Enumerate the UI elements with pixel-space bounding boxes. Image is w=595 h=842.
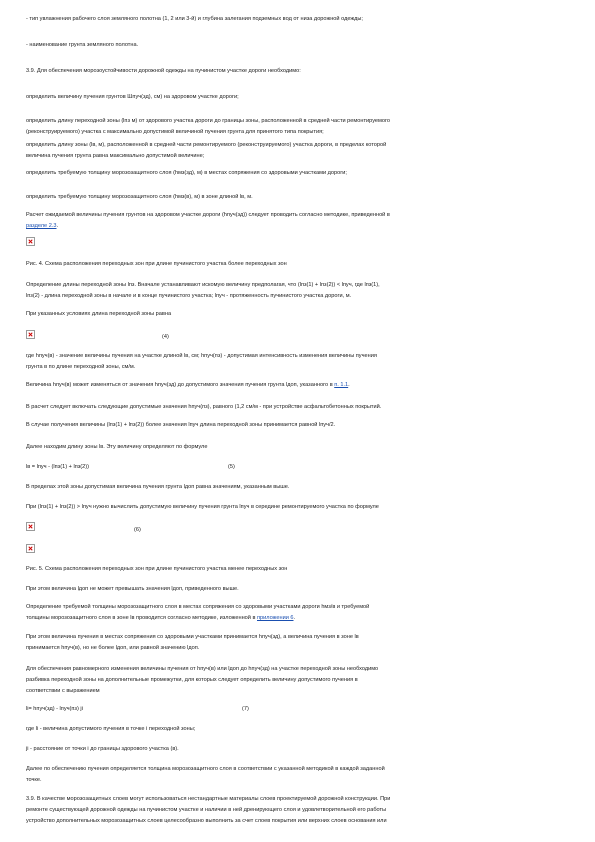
- text-line: При (lпз(1) + lпз(2)) > lпуч нужно вычислить допустимую величину пучения грунта lпуч в середине ремонтируемого участка по формуле: [26, 504, 379, 510]
- text-line-part: толщины морозозащитного слоя в зоне lв проводится согласно методике, изложенной в: [26, 615, 256, 621]
- text-line: определить величину пучения грунтов Шпуч(зд), см) на здоровом участке дороги;: [26, 94, 239, 100]
- text-line: В случае получения величины (lпз(1) + lпз(2)) более значения lпуч длина переходной зоны принимается равной lпуч/2.: [26, 422, 336, 428]
- text-line: [26, 210, 569, 221]
- text-line: Для обеспечения равномерного изменения величины пучения от hпуч(в) или lдоп до hпуч(зд) на участке переходной зоны необходимо: [26, 666, 379, 672]
- link-appendix-6[interactable]: приложении 6: [257, 615, 294, 621]
- text-line: соответствии с выражением: [26, 688, 100, 694]
- text-line: (реконструируемого) участка с максимально допустимой величиной пучения грунта для принятого типа покрытия;: [26, 129, 324, 135]
- text-line: - тип увлажнения рабочего слоя земляного полотна (1, 2 или 3-й) и глубина залегания подземных вод от низа дорожной одежды;: [26, 16, 363, 22]
- equation-number: (5): [228, 464, 235, 470]
- text-line: ремонте существующей дорожной одежды на пучинистом участке и наличии в ней дренирующего слоя и удовлетворительной его работы: [26, 807, 387, 813]
- text-line: В пределах этой зоны допустимая величина пучения грунта lдоп равна значениям, указанным выше.: [26, 484, 290, 490]
- text-line: [26, 221, 569, 232]
- text-line-end: .: [293, 615, 296, 621]
- text-line: разбивка переходной зоны на дополнительные промежутки, для которых следует определить величину допустимого пучения в: [26, 677, 358, 683]
- text-line: При этом величина lдоп не может превышать значения lдоп, приведенного выше.: [26, 586, 239, 592]
- text-line: Определение длины переходной зоны lпз. Вначале устанавливают искомую величину предполагая, что (lпз(1) + lпз(2)) < lпуч, где lпз(1),: [26, 282, 380, 288]
- broken-image-icon: [26, 522, 35, 531]
- link-p-1-1[interactable]: п. 1.1: [334, 382, 349, 388]
- text-line: определить требуемую толщину морозозащитного слоя (hмз(в), м) в зоне длиной lв, м.: [26, 194, 253, 200]
- text-line: определить длину зоны (lв, м), расположенной в средней части ремонтируемого (реконструируемого) участка дороги, в пределах которой: [26, 142, 387, 148]
- text-line: При этом величина пучения в местах сопряжения со здоровыми участками принимается hпуч(зд), а величина пучения в зоне lв: [26, 634, 359, 640]
- text-line: где hпуч(в) - значение величины пучения на участке длиной lв, см; hпуч(пз) - допустимая интенсивность изменения величины пучения: [26, 353, 377, 359]
- equation-number: (7): [242, 706, 249, 712]
- text-line: lпз(2) - длина переходной зоны в начале и в конце пучинистого участка; lпуч - протяженность пучинистого участка дороги, м.: [26, 293, 352, 299]
- link-section-2-3[interactable]: разделе 2.3: [26, 223, 57, 229]
- text-line: 3.9. Для обеспечения морозоустойчивости дорожной одежды на пучинистом участке дороги необходимо:: [26, 68, 301, 74]
- text-line: ji - расстояние от точки i до границы здорового участка (в).: [26, 746, 179, 752]
- formula-line: lв = lпуч - (lпз(1) + lпз(2)): [26, 464, 89, 470]
- text-line-part: Величина hпуч(в) может изменяться от значения hпуч(зд) до допустимого значения пучения грунта lдоп, указанного в: [26, 382, 333, 388]
- text-line-end: .: [348, 382, 350, 388]
- text-line: [26, 613, 569, 624]
- broken-image-icon: [26, 330, 35, 339]
- text-line: При указанных условиях длина переходной зоны равна: [26, 311, 172, 317]
- text-line: Далее находим длину зоны lв. Эту величину определяют по формуле: [26, 444, 208, 450]
- text-line: где li - величина допустимого пучения в точке i переходной зоны;: [26, 726, 196, 732]
- text-line: Определение требуемой толщины морозозащитного слоя в местах сопряжения со здоровыми участками дороги hмз/в и требуемой: [26, 604, 370, 610]
- broken-image-icon: [26, 544, 35, 553]
- text-line: Далее по обеспечению пучения определяется толщина морозозащитного слоя в соответствии с указанной методикой в каждой заданной: [26, 766, 385, 772]
- text-line: грунта в по длине переходной зоны, см/м.: [26, 364, 136, 370]
- text-line-part: Расчет ожидаемой величины пучения грунтов на здоровом участке дороги (hпуч(зд)) следует проводить согласно методике, приведенной в: [26, 212, 390, 218]
- broken-image-icon: [26, 237, 35, 246]
- text-line: [26, 380, 569, 391]
- text-line: определить длину переходной зоны (lпз м) от здорового участка дороги до границы зоны, расположенной в средней части ремонтируемого: [26, 118, 391, 124]
- figure-caption: Рис. 5. Схема расположения переходных зон при длине пучинистого участка менее переходных зон: [26, 566, 288, 572]
- equation-number: (6): [134, 527, 141, 533]
- text-line: принимается hпуч(в), но не более lдоп, или равной значению lдоп.: [26, 645, 200, 651]
- text-line: определить требуемую толщину морозозащитного слоя (hмз(зд), м) в местах сопряжения со здоровыми участками дороги;: [26, 170, 347, 176]
- text-line-end: .: [56, 223, 59, 229]
- equation-number: (4): [162, 334, 169, 340]
- text-line: точке.: [26, 777, 42, 783]
- formula-line: li= hпуч(зд) - lпуч(пз) ji: [26, 706, 83, 712]
- text-line: 3.9. В качестве морозозащитных слоев могут использоваться нестандартные материалы слоев проектируемой дорожной конструкции. При: [26, 796, 391, 802]
- figure-caption: Рис. 4. Схема расположения переходных зон при длине пучинистого участка более переходных зон: [26, 261, 287, 267]
- text-line: устройство дополнительных морозозащитных слоев целесообразно выполнить за счет слоев покрытия или верхних слоев основания или: [26, 818, 387, 824]
- text-line: В расчет следует включать следующие допустимые значения hпуч(пз), равного (1,2 см/м - при устройстве асфальтобетонных покрытий.: [26, 404, 382, 410]
- text-line: величина пучения грунта равна максимально допустимой величине;: [26, 153, 205, 159]
- text-line: - наименование грунта земляного полотна.: [26, 42, 139, 48]
